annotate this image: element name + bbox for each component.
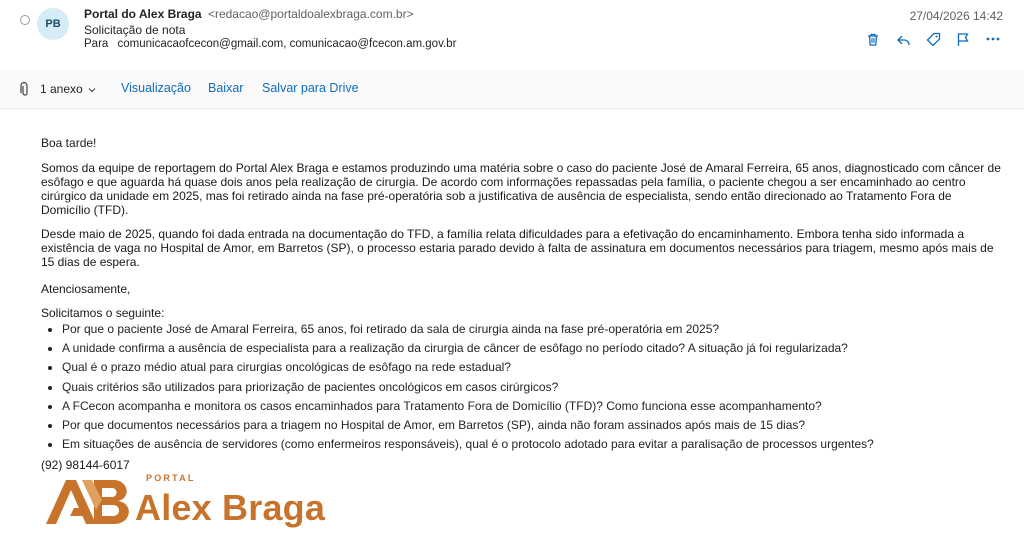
- questions-list: [41, 322, 1012, 456]
- reply-all-icon[interactable]: [894, 30, 912, 48]
- closing: Atenciosamente,: [41, 282, 131, 296]
- phone-number: (92) 98144-6017: [41, 458, 130, 472]
- list-item: • A FCecon acompanha e monitora os casos encaminhados para Tratamento Fora de Domicílio (TFD)? Como funciona esse acompanhamento?: [62, 399, 1012, 413]
- list-item: • A unidade confirma a ausência de especialista para a realização da cirurgia de câncer de esôfago no período citado? A situação já foi regularizada?: [62, 341, 1012, 355]
- preview-link[interactable]: Visualização: [121, 81, 191, 95]
- list-item: • Em situações de ausência de servidores (como enfermeiros responsáveis), qual é o protocolo adotado para evitar a paralisação de processos urgentes?: [62, 437, 1012, 451]
- flag-icon[interactable]: [954, 30, 972, 48]
- message-header: [0, 0, 1024, 62]
- logo-portal-text: PORTAL: [146, 473, 196, 483]
- attachment-bar: [0, 70, 1024, 109]
- list-item: • Por que documentos necessários para a triagem no Hospital de Amor, em Barretos (SP), ainda não foram assinados após mais de 15 dias?: [62, 418, 1012, 432]
- chevron-down-icon[interactable]: [87, 82, 97, 100]
- trash-icon[interactable]: [864, 30, 882, 48]
- list-item: • Por que o paciente José de Amaral Ferreira, 65 anos, foi retirado da sala de cirurgia ainda na fase pré-operatória em 2025?: [62, 322, 1012, 336]
- message-body: [41, 136, 1001, 320]
- sender-name[interactable]: Portal do Alex Braga: [84, 7, 202, 21]
- recipients-line: [84, 38, 456, 50]
- to-label: Para: [84, 38, 109, 50]
- message-actions: [864, 30, 1002, 48]
- tag-icon[interactable]: [924, 30, 942, 48]
- sender-email: <redacao@portaldoalexbraga.com.br>: [207, 7, 414, 21]
- recipients[interactable]: comunicacaofcecon@gmail.com, comunicacao@fcecon.am.gov.br: [117, 38, 457, 50]
- select-message-radio[interactable]: [20, 15, 30, 25]
- avatar[interactable]: PB: [37, 8, 69, 40]
- request-intro: Solicitamos o seguinte:: [41, 306, 165, 320]
- body-paragraph-2: Desde maio de 2025, quando foi dada entrada na documentação do TFD, a família relata dificuldades para a efetivação do encaminhamento. Embora tenha sido informada a existência de vaga no Hospital de Amor, em Barretos (SP), o processo estaria parado devido à falta de assinatura em documentos necessários para triagem, mesmo após mais de 15 dias de espera.: [41, 227, 994, 269]
- download-link[interactable]: Baixar: [208, 81, 244, 95]
- body-paragraph-1: Somos da equipe de reportagem do Portal Alex Braga e estamos produzindo uma matéria sobre o caso do paciente José de Amaral Ferreira, 65 anos, diagnosticado com câncer de esôfago e que aguarda há quase dois anos pela realização de cirurgia. De acordo com informações repassadas pela família, o paciente chegou a ser encaminhado ao centro cirúrgico da unidade em 2025, mas foi retirado ainda na fase pré-operatória sob a justificativa de ausência de especialista, sendo então direcionado ao Tratamento Fora de Domicílio (TFD).: [41, 161, 1001, 217]
- greeting: Boa tarde!: [41, 136, 97, 150]
- subject: Solicitação de nota: [84, 23, 186, 37]
- message-date: 27/04/2026 14:42: [909, 9, 1003, 23]
- attachment-count[interactable]: 1 anexo: [40, 82, 83, 96]
- sender-line: [84, 7, 414, 21]
- more-icon[interactable]: [984, 30, 1002, 48]
- list-item: • Quais critérios são utilizados para priorização de pacientes oncológicos em casos cirúrgicos?: [62, 380, 1012, 394]
- save-to-drive-link[interactable]: Salvar para Drive: [262, 81, 359, 95]
- list-item: • Qual é o prazo médio atual para cirurgias oncológicas de esôfago na rede estadual?: [62, 360, 1012, 374]
- paperclip-icon: [20, 82, 30, 102]
- logo-main-text: Alex Braga: [135, 487, 326, 528]
